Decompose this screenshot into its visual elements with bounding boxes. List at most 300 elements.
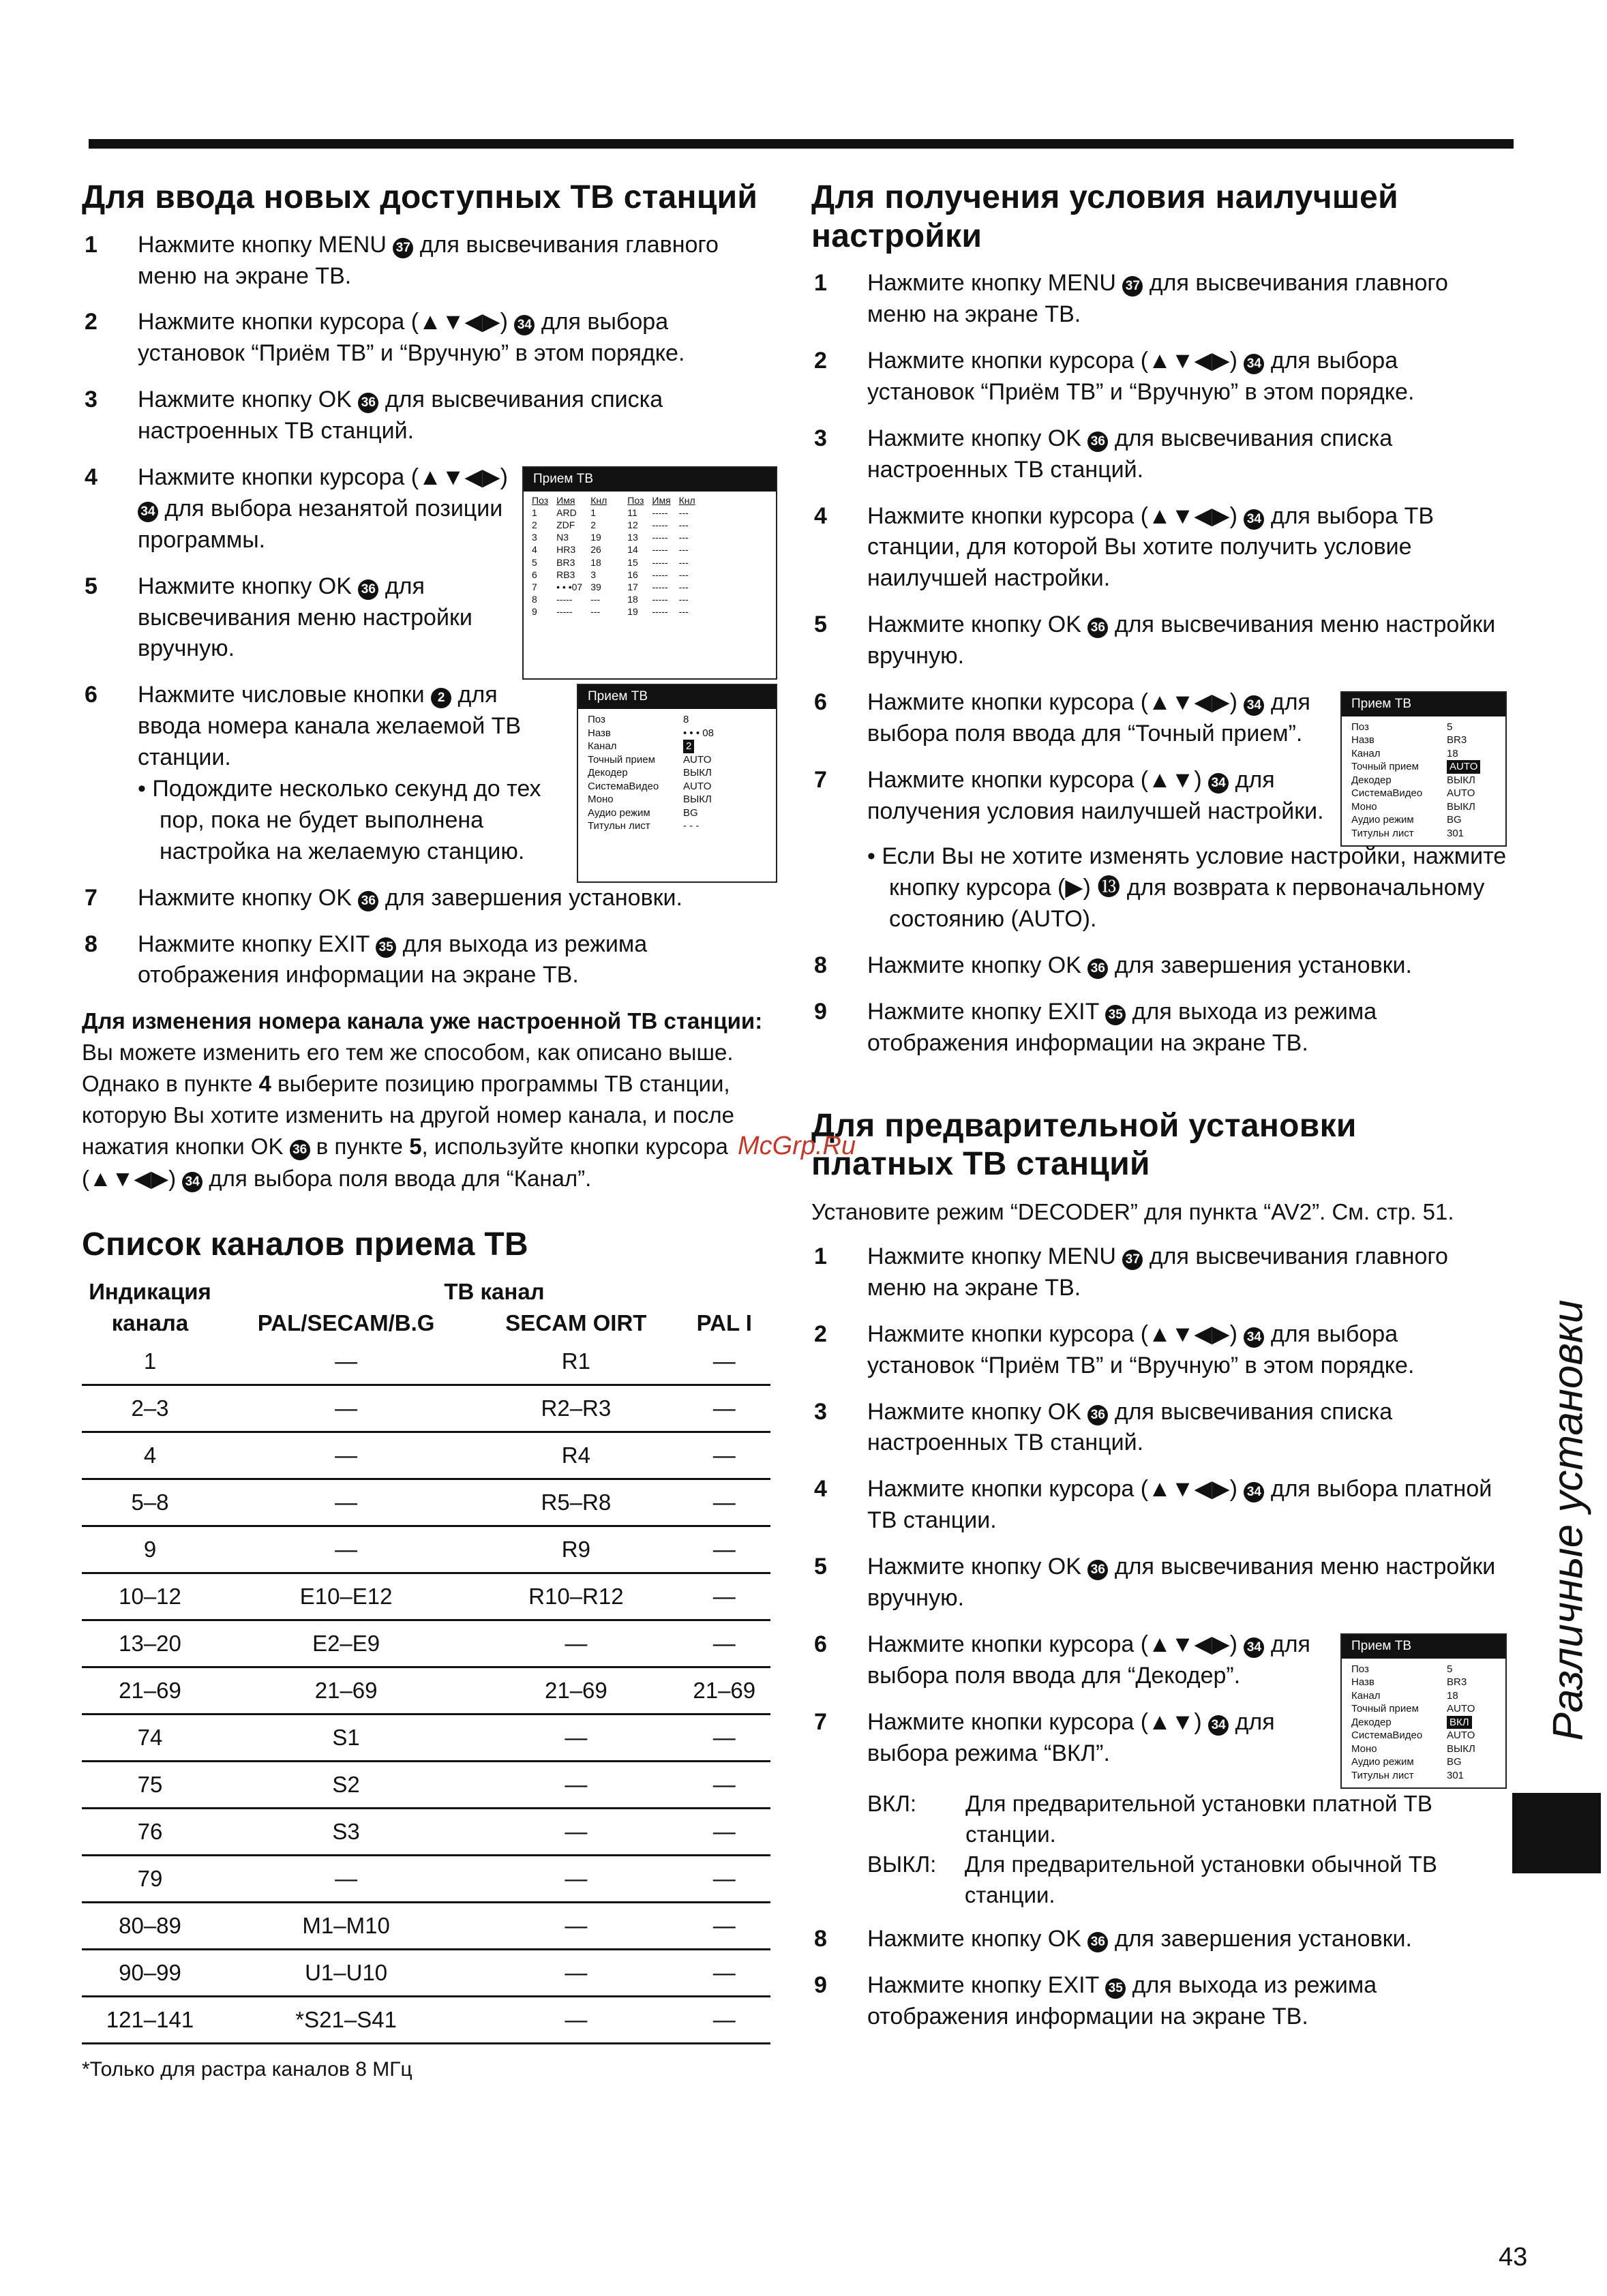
- step-number: 4: [85, 464, 97, 490]
- menu-row-label: Канал: [1351, 747, 1381, 759]
- channel-table-cell: M1–M10: [218, 1903, 474, 1950]
- decoder-options: [867, 1789, 1507, 1910]
- step-text-start: Нажмите кнопки курсора (▲▼◀▶): [867, 1476, 1244, 1502]
- new-step-4: [82, 462, 510, 556]
- remote-button-icon: 36: [1087, 1405, 1108, 1425]
- channel-table-cell: —: [678, 1715, 770, 1762]
- menu-row-value: ВЫКЛ: [1447, 800, 1475, 813]
- station-list-cell: 7: [532, 581, 537, 592]
- side-section-label: Различные установки: [1544, 1299, 1592, 1741]
- change-text-step5: 5: [409, 1134, 422, 1160]
- menu-row: [588, 819, 769, 833]
- step-text-start: Нажмите кнопку MENU: [867, 270, 1123, 297]
- step-number: 3: [85, 387, 97, 413]
- best-step-2: [811, 346, 1507, 408]
- step-text-end: для получения условия наилучшей настройки.: [867, 766, 1324, 824]
- paid-steps-6-7-with-menu: [811, 1629, 1507, 1789]
- menu-row-label: Точный прием: [1351, 761, 1419, 773]
- station-list-cell: 39: [590, 581, 601, 592]
- station-list-cell: ---: [678, 544, 689, 556]
- menu-row-label: Титульн лист: [1351, 1769, 1414, 1781]
- station-list-cell: 8: [532, 594, 537, 605]
- menu-row-label: Моно: [588, 794, 614, 805]
- channel-table-row: [82, 1715, 770, 1762]
- remote-button-icon: 34: [1244, 1482, 1264, 1502]
- step-text-end: для высвечивания главного меню на экране ТВ.: [867, 270, 1448, 328]
- channel-table-cell: R5–R8: [474, 1479, 678, 1526]
- station-list-cell: 2: [590, 519, 596, 531]
- menu-row-value: 2: [683, 740, 694, 753]
- station-list-row: [528, 605, 611, 618]
- menu-row-value: AUTO: [1447, 760, 1480, 774]
- step-text-end: для высвечивания меню настройки вручную.: [867, 611, 1496, 669]
- station-list-cell: 17: [627, 581, 638, 592]
- station-list-cell: ---: [590, 594, 601, 605]
- station-list-cell: -----: [652, 569, 668, 580]
- menu-row-value: 5: [1447, 1663, 1453, 1675]
- station-list-cell: ---: [678, 581, 689, 592]
- step-text-end: для выбора установок “Приём ТВ” и “Вручную” в этом порядке.: [867, 348, 1415, 405]
- step-text-end: для выхода из режима отображения информации на экране ТВ.: [867, 998, 1377, 1056]
- step-text: [867, 1552, 1507, 1614]
- menu-row: [1351, 734, 1499, 747]
- step-text-start: Нажмите кнопку OK: [138, 884, 359, 911]
- step-text: [138, 307, 777, 369]
- station-list-cell: N3: [556, 532, 569, 543]
- step-text-start: Нажмите кнопки курсора (▲▼): [867, 1708, 1209, 1735]
- step-number: 9: [814, 1972, 827, 1999]
- station-list-row: [528, 556, 611, 569]
- channel-table-cell: 76: [82, 1809, 218, 1856]
- menu-row: [1351, 1663, 1499, 1676]
- channel-table-cell: —: [474, 1856, 678, 1903]
- remote-button-icon: 36: [1087, 958, 1108, 979]
- menu-row: [588, 806, 769, 820]
- step-text: [867, 997, 1507, 1059]
- remote-button-icon: 36: [1087, 1560, 1108, 1580]
- step-number: 1: [85, 231, 97, 258]
- channel-table-cell: 21–69: [82, 1667, 218, 1715]
- channel-table-cell: —: [678, 1762, 770, 1809]
- menu-row: [1351, 1729, 1499, 1742]
- step-number: 6: [814, 1631, 827, 1657]
- step-number: 6: [85, 682, 97, 708]
- step-number: 1: [814, 270, 827, 297]
- step-note: • Если Вы не хотите изменять условие настройки, нажмите кнопку курсора (▶) ⓭ для возврата к первоначальному состоянию (AUTO).: [867, 843, 1507, 933]
- channel-table-cell: —: [678, 1339, 770, 1385]
- menu-row: [588, 713, 769, 727]
- station-list-cell: • • •07: [556, 581, 583, 592]
- channel-table-body: [82, 1339, 770, 2044]
- menu-row-label: Декодер: [1351, 1716, 1392, 1728]
- channel-table-cell: S3: [218, 1809, 474, 1856]
- menu-row-value: 301: [1447, 1769, 1465, 1781]
- channel-table-cell: 90–99: [82, 1950, 218, 1997]
- menu-row: [1351, 1716, 1499, 1729]
- remote-button-icon: 34: [514, 315, 535, 335]
- left-column: [82, 179, 777, 2081]
- station-list-cell: -----: [652, 594, 668, 605]
- manual-tuning-menu-title: Прием ТВ: [578, 685, 776, 709]
- new-stations-step-6: [82, 680, 565, 882]
- step-text: [867, 950, 1507, 982]
- option-value: Для предварительной установки обычной ТВ станции.: [964, 1852, 1437, 1907]
- channel-table-cell: —: [678, 1479, 770, 1526]
- station-list-cell: -----: [652, 507, 668, 518]
- new-stations-heading: Для ввода новых доступных ТВ станций: [82, 179, 758, 215]
- menu-row: [1351, 721, 1499, 734]
- paid-step-7: [811, 1707, 1328, 1770]
- menu-row-label: Канал: [1351, 1689, 1381, 1702]
- paid-step-6: [811, 1629, 1328, 1692]
- step-number: 5: [814, 1554, 827, 1580]
- menu-row-value: ВЫКЛ: [683, 794, 712, 805]
- channel-table-cell: 2–3: [82, 1385, 218, 1432]
- best-step-7: [811, 765, 1328, 828]
- menu-row-label: Титульн лист: [1351, 827, 1414, 839]
- step-number: 7: [814, 1708, 827, 1735]
- step-6-with-menu: [82, 680, 777, 882]
- step-number: 5: [814, 611, 827, 638]
- remote-button-icon: 2: [431, 688, 451, 708]
- change-text-4: , используйте кнопки курсора (▲▼◀▶): [82, 1134, 728, 1191]
- new-stations-steps-4-5: [82, 462, 510, 680]
- best-step-3: [811, 423, 1507, 486]
- channel-table-cell: —: [474, 1903, 678, 1950]
- station-list-row: [623, 605, 699, 618]
- station-list-row: [623, 581, 699, 593]
- channel-table-cell: R4: [474, 1432, 678, 1479]
- station-list-cell: 13: [627, 532, 638, 543]
- paid-stations-intro: Установите режим “DECODER” для пункта “AV2”. См. стр. 51.: [811, 1198, 1454, 1224]
- remote-button-icon: 35: [1105, 1005, 1126, 1025]
- channel-table-row: [82, 1903, 770, 1950]
- step-number: 8: [814, 1926, 827, 1952]
- menu-row-value: AUTO: [1447, 1703, 1475, 1715]
- menu-row-label: Поз: [588, 714, 605, 725]
- step-text: [867, 346, 1507, 408]
- step-number: 3: [814, 1398, 827, 1425]
- channel-table-cell: —: [678, 1903, 770, 1950]
- station-list-row: [528, 531, 611, 543]
- station-list-cell: ---: [678, 507, 689, 518]
- station-list-cell: 19: [627, 606, 638, 618]
- best-step-1: [811, 268, 1507, 331]
- station-list-grid: [524, 492, 776, 621]
- change-text-1: Вы можете изменить его тем же способом, как описано выше. Однако в пункте: [82, 1039, 734, 1097]
- menu-row: [588, 740, 769, 753]
- manual-tuning-menu: [577, 684, 777, 882]
- menu-row-value: ВЫКЛ: [683, 767, 712, 779]
- step-text: [867, 1629, 1328, 1692]
- col-secam-oirt: SECAM OIRT: [505, 1310, 647, 1336]
- best-step-9: [811, 997, 1507, 1059]
- step-text-end: для выбора режима “ВКЛ”.: [867, 1708, 1275, 1766]
- menu-row-label: Канал: [588, 740, 617, 752]
- step-text-start: Нажмите кнопку OK: [867, 1398, 1088, 1425]
- remote-button-icon: 34: [1208, 1715, 1229, 1736]
- station-list-cell: ---: [678, 556, 689, 568]
- paid-step-1: [811, 1241, 1507, 1304]
- decoder-menu: [1340, 1633, 1507, 1789]
- step-text-start: Нажмите кнопки курсора (▲▼◀▶): [867, 1320, 1244, 1347]
- menu-row-label: Декодер: [588, 767, 628, 779]
- menu-row: [1351, 747, 1499, 761]
- col-indication-bottom: канала: [111, 1310, 189, 1336]
- menu-row-value: ВКЛ: [1447, 1716, 1472, 1729]
- station-list-cell: 16: [627, 569, 638, 580]
- fine-tuning-menu-body: [1342, 716, 1505, 846]
- menu-row-label: Назв: [588, 727, 611, 739]
- new-step-1: [82, 230, 777, 292]
- page-number: 43: [1499, 2243, 1528, 2271]
- menu-row: [588, 753, 769, 767]
- menu-row-value: BG: [1447, 1756, 1462, 1768]
- fine-tuning-menu-title: Прием ТВ: [1342, 693, 1505, 716]
- paid-step-8: [811, 1924, 1507, 1955]
- menu-row: [1351, 760, 1499, 774]
- paid-stations-steps-6-7: [811, 1629, 1328, 1789]
- option-value: Для предварительной установки платной ТВ станции.: [965, 1791, 1432, 1847]
- station-list-cell: -----: [652, 556, 668, 568]
- menu-row: [1351, 800, 1499, 814]
- side-tab-marker: [1512, 1793, 1601, 1873]
- menu-row-value: - - -: [683, 820, 700, 832]
- menu-row-value: 18: [1447, 747, 1458, 759]
- station-list-cell: ---: [678, 519, 689, 531]
- best-step-7-note: [811, 841, 1507, 935]
- station-list-header: [528, 494, 611, 507]
- watermark: McGrp.Ru: [738, 1132, 856, 1160]
- remote-button-icon: 36: [1087, 432, 1108, 452]
- step-text-start: Нажмите кнопку MENU: [867, 1243, 1123, 1270]
- best-tuning-bullet: [811, 841, 1507, 935]
- menu-row-value: 18: [1447, 1689, 1458, 1702]
- step-text-end: для выбора установок “Приём ТВ” и “Вручную” в этом порядке.: [138, 309, 685, 367]
- step-text-end: для высвечивания списка настроенных ТВ станций.: [138, 387, 663, 444]
- step-text-start: Нажмите кнопки курсора (▲▼◀▶): [867, 502, 1244, 529]
- channel-table-cell: —: [218, 1526, 474, 1573]
- remote-button-icon: 35: [376, 937, 396, 958]
- step-text: [867, 609, 1507, 672]
- option-key: ВЫКЛ:: [867, 1852, 937, 1877]
- step-text-start: Нажмите кнопку OK: [867, 425, 1088, 451]
- step-number: 1: [814, 1243, 827, 1270]
- station-list-cell: 9: [532, 606, 537, 618]
- station-list-cell: ---: [678, 569, 689, 580]
- channel-table-cell: —: [218, 1856, 474, 1903]
- channel-list-heading: Список каналов приема ТВ: [82, 1226, 528, 1263]
- channel-table-row: [82, 1856, 770, 1903]
- menu-row-value: AUTO: [683, 780, 712, 792]
- step-text: [867, 687, 1328, 750]
- channel-table-cell: —: [474, 1950, 678, 1997]
- step-text-start: Нажмите числовые кнопки: [138, 682, 432, 708]
- channel-table-cell: *S21–S41: [218, 1997, 474, 2044]
- change-text-5: для выбора поля ввода для “Канал”.: [202, 1165, 592, 1191]
- step-text-end: для высвечивания меню настройки вручную.: [867, 1554, 1496, 1612]
- best-tuning-steps-8-9: [811, 950, 1507, 1059]
- menu-row-label: Поз: [1351, 721, 1369, 733]
- channel-table-row: [82, 1620, 770, 1667]
- channel-table-cell: 10–12: [82, 1573, 218, 1620]
- channel-table-cell: 1: [82, 1339, 218, 1385]
- new-step-8: [82, 929, 777, 992]
- menu-row: [1351, 774, 1499, 787]
- menu-row: [1351, 787, 1499, 800]
- menu-row-label: Моно: [1351, 1742, 1377, 1755]
- step-number: 8: [85, 931, 97, 957]
- station-list-cell: 2: [532, 519, 537, 531]
- step-text: [867, 1924, 1507, 1955]
- menu-row: [1351, 827, 1499, 841]
- station-list-cell: 15: [627, 556, 638, 568]
- channel-table-cell: R2–R3: [474, 1385, 678, 1432]
- station-list-cell: 19: [590, 532, 601, 543]
- step-text-end: для завершения установки.: [1108, 1926, 1412, 1952]
- menu-row-label: Точный прием: [588, 753, 655, 766]
- col-pal-i: PAL I: [696, 1310, 752, 1336]
- change-text-3: в пункте: [310, 1134, 410, 1160]
- step-note: • Подождите несколько секунд до тех пор, пока не будет выполнена настройка на желаемую станцию.: [138, 775, 541, 864]
- station-list-cell: 18: [590, 556, 601, 568]
- col-indication-top: Индикация: [89, 1279, 211, 1305]
- step-text-start: Нажмите кнопки курсора (▲▼): [867, 766, 1209, 793]
- station-list-row: [623, 507, 699, 519]
- new-step-3: [82, 384, 777, 447]
- step-text-start: Нажмите кнопку OK: [867, 1926, 1088, 1952]
- station-list-row: [528, 569, 611, 581]
- channel-table-row: [82, 1432, 770, 1479]
- col-group-tv-channel: ТВ канал: [444, 1279, 545, 1305]
- station-list-cell: HR3: [556, 544, 576, 556]
- station-list-cell: -----: [652, 581, 668, 592]
- change-text-step4: 4: [258, 1071, 271, 1097]
- new-stations-steps-7-8: [82, 883, 777, 992]
- step-number: 2: [85, 309, 97, 335]
- channel-table-cell: —: [678, 1526, 770, 1573]
- step-text-end: для выбора незанятой позиции программы.: [138, 495, 503, 553]
- steps-6-7-with-menu: [811, 687, 1507, 847]
- remote-button-icon: 36: [358, 891, 378, 911]
- station-list-head-cell: Кнл: [590, 494, 607, 506]
- station-list-cell: 3: [532, 532, 537, 543]
- station-list-menu: [522, 466, 777, 680]
- channel-table-cell: R1: [474, 1339, 678, 1385]
- station-list-cell: 18: [627, 594, 638, 605]
- station-list-cell: -----: [652, 606, 668, 618]
- channel-table-cell: —: [218, 1339, 474, 1385]
- new-step-7: [82, 883, 777, 914]
- menu-row-label: Точный прием: [1351, 1703, 1419, 1715]
- step-text: [867, 501, 1507, 595]
- best-tuning-steps-1-5: [811, 268, 1507, 672]
- best-tuning-steps-6-7: [811, 687, 1328, 847]
- channel-table-cell: —: [678, 1573, 770, 1620]
- channel-table-cell: —: [678, 1950, 770, 1997]
- step-text: [138, 384, 777, 447]
- channel-table-cell: 9: [82, 1526, 218, 1573]
- station-list-head-cell: Имя: [652, 494, 671, 506]
- remote-button-icon: 37: [1122, 276, 1143, 297]
- channel-table-cell: —: [474, 1997, 678, 2044]
- step-text: [867, 1707, 1328, 1770]
- menu-row-value: ВЫКЛ: [1447, 774, 1475, 786]
- paid-step-3: [811, 1397, 1507, 1460]
- step-text-start: Нажмите кнопку OK: [138, 387, 359, 413]
- step-number: 2: [814, 1320, 827, 1347]
- channel-table-row: [82, 1997, 770, 2044]
- station-list-cell: ZDF: [556, 519, 575, 531]
- channel-table-cell: 21–69: [474, 1667, 678, 1715]
- channel-table-row: [82, 1762, 770, 1809]
- remote-button-icon: 36: [358, 393, 378, 413]
- station-list-row: [528, 581, 611, 593]
- remote-button-icon: 37: [393, 238, 413, 258]
- menu-row: [1351, 1676, 1499, 1689]
- step-text-end: для высвечивания главного меню на экране ТВ.: [138, 231, 719, 289]
- channel-table-cell: —: [678, 1432, 770, 1479]
- step-number: 4: [814, 1476, 827, 1502]
- option-key: ВКЛ:: [867, 1791, 917, 1817]
- station-list-cell: ---: [590, 606, 601, 618]
- step-text: [138, 462, 510, 556]
- step-text: [138, 883, 777, 914]
- step-text-start: Нажмите кнопку MENU: [138, 231, 393, 258]
- channel-table-row: [82, 1573, 770, 1620]
- paid-step-5: [811, 1552, 1507, 1614]
- channel-table-cell: —: [678, 1620, 770, 1667]
- menu-row-label: СистемаВидео: [1351, 1729, 1423, 1742]
- channel-table-cell: —: [474, 1762, 678, 1809]
- channel-table-cell: S1: [218, 1715, 474, 1762]
- step-text-start: Нажмите кнопку EXIT: [867, 998, 1106, 1025]
- menu-row: [588, 766, 769, 780]
- menu-row: [588, 727, 769, 740]
- station-list-header: [623, 494, 699, 507]
- station-list-cell: ARD: [556, 507, 577, 518]
- step-text-end: для выбора поля ввода для “Точный прием”.: [867, 689, 1310, 746]
- station-list-head-cell: Поз: [627, 494, 644, 506]
- menu-row: [1351, 1689, 1499, 1703]
- station-list-row: [623, 531, 699, 543]
- step-text: [138, 680, 565, 774]
- top-rule: [89, 139, 1514, 149]
- step-text-end: для выбора платной ТВ станции.: [867, 1476, 1492, 1534]
- station-list-cell: BR3: [556, 556, 575, 568]
- menu-row: [1351, 1755, 1499, 1769]
- steps-4-5-with-list: [82, 462, 777, 680]
- step-text-end: для высвечивания меню настройки вручную.: [138, 573, 472, 662]
- menu-row-label: Назв: [1351, 734, 1375, 746]
- best-tuning-heading: Для получения условия наилучшей настройки: [811, 179, 1398, 254]
- menu-row-value: AUTO: [1447, 787, 1475, 800]
- channel-table-cell: 79: [82, 1856, 218, 1903]
- paid-stations-steps-8-9: [811, 1924, 1507, 2033]
- step-text-start: Нажмите кнопку EXIT: [867, 1972, 1106, 1999]
- step-text-start: Нажмите кнопки курсора (▲▼◀▶): [138, 464, 508, 490]
- menu-row-value: 5: [1447, 721, 1453, 733]
- station-list-head-cell: Поз: [532, 494, 549, 506]
- decoder-option-1: [867, 1789, 1507, 1849]
- channel-table-cell: —: [678, 1856, 770, 1903]
- step-text: [867, 1241, 1507, 1304]
- station-list-cell: 1: [532, 507, 537, 518]
- menu-row: [1351, 1702, 1499, 1716]
- channel-table-row: [82, 1339, 770, 1385]
- step-text-end: для выхода из режима отображения информации на экране ТВ.: [138, 931, 648, 988]
- station-list-row: [528, 519, 611, 531]
